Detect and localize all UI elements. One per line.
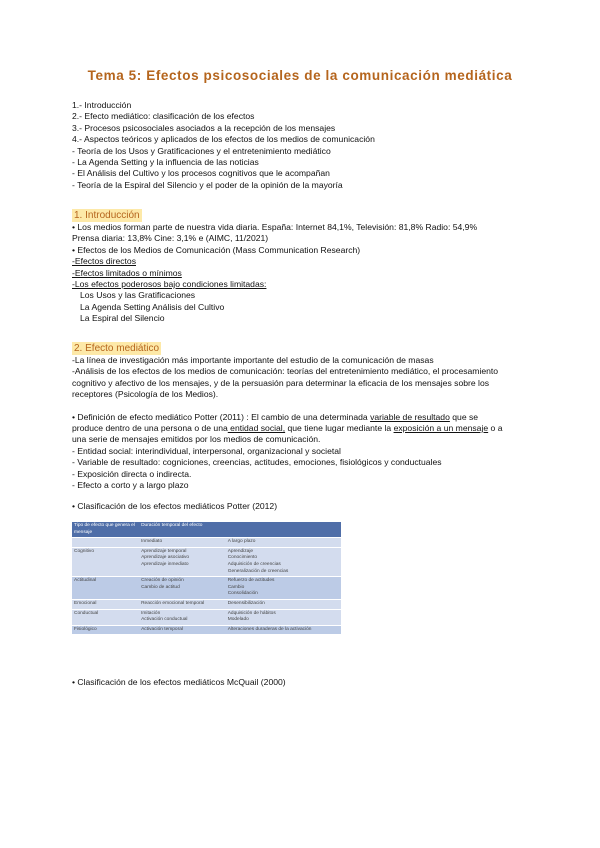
definition-line <box>72 423 503 434</box>
paragraph: • Efectos de los Medios de Comunicación (Mass Communication Research) <box>72 244 361 255</box>
definition-text: que tiene lugar mediante la <box>285 423 394 434</box>
table-cell: Alteraciones duraderas de la activación <box>226 625 341 635</box>
definition-bullet: - Exposición directa o indirecta. <box>72 468 192 479</box>
toc-item: - El Análisis del Cultivo y los procesos cognitivos que le acompañan <box>72 168 330 179</box>
toc-item: - La Agenda Setting y la influencia de las noticias <box>72 157 259 168</box>
effect-item: -Efectos limitados o mínimos <box>72 267 182 278</box>
paragraph: receptores (Psicología de los Medios). <box>72 389 219 400</box>
section-heading: 1. Introducción <box>74 210 140 221</box>
section-introduccion <box>72 209 477 325</box>
paragraph: -Análisis de los efectos de los medios de comunicación: teorías del entretenimiento mediático, el procesamiento <box>72 366 499 377</box>
table-cell: Imitación Activación conductual <box>139 609 226 625</box>
table-header-cell: Duración temporal del efecto <box>139 522 226 538</box>
effect-item: -Los efectos poderosos bajo condiciones limitadas: <box>72 279 267 290</box>
table-header-cell <box>226 522 341 538</box>
theory-item: La Espiral del Silencio <box>80 313 165 324</box>
definition-bullet: - Efecto a corto y a largo plazo <box>72 480 189 491</box>
table-cell: Fisiológico <box>72 625 139 635</box>
table-cell <box>72 538 139 548</box>
toc-item: - Teoría de la Espiral del Silencio y el poder de la opinión de la mayoría <box>72 179 343 190</box>
definition-text: • Definición de efecto mediático Potter (2011) : El cambio de una determinada <box>72 411 371 422</box>
table-cell: Adquisición de hábitos Modelado <box>226 609 341 625</box>
table-cell: Activación temporal <box>139 625 226 635</box>
potter-classification-table <box>72 522 341 635</box>
toc-item: 4.- Aspectos teóricos y aplicados de los efectos de los medios de comunicación <box>72 134 375 145</box>
table-row <box>72 599 341 609</box>
table-of-contents <box>72 100 375 191</box>
toc-item: - Teoría de los Usos y Gratificaciones y el entretenimiento mediático <box>72 145 331 156</box>
mcquail-caption: • Clasificación de los efectos mediáticos McQuail (2000) <box>72 677 286 687</box>
toc-item: 1.- Introducción <box>72 100 132 110</box>
definition-underline: variable de resultado <box>370 411 450 422</box>
paragraph: Prensa diaria: 13,8% Cine: 3,1% e (AIMC, 11/2021) <box>72 233 269 244</box>
theory-item: Los Usos y las Gratificaciones <box>80 290 196 301</box>
table-row <box>72 577 341 600</box>
effect-item: -Efectos directos <box>72 256 136 267</box>
paragraph: • Los medios forman parte de nuestra vida diaria. España: Internet 84,1%, Televisión: 81,8% Radio: 54,9% <box>72 222 478 232</box>
toc-item: 2.- Efecto mediático: clasificación de los efectos <box>72 111 255 122</box>
definition-underline: entidad social, <box>227 423 286 434</box>
table-cell: Creación de opinión Cambio de actitud <box>139 577 226 600</box>
table-cell: Actitudinal <box>72 577 139 600</box>
paragraph: -La línea de investigación más importante importante del estudio de la comunicación de masas <box>72 355 434 365</box>
definition-text: o a <box>488 423 503 434</box>
table-header-row <box>72 522 341 538</box>
table-row <box>72 538 341 548</box>
table-cell: Aprendizaje Conocimiento Adquisición de creencias Generalización de creencias <box>226 547 341 576</box>
potter-caption: • Clasificación de los efectos mediáticos Potter (2012) <box>72 501 278 512</box>
table-row <box>72 609 341 625</box>
document-title: Tema 5: Efectos psicosociales de la comunicación mediática <box>87 68 513 83</box>
table-cell: Reacción emocional temporal <box>139 599 226 609</box>
table-cell: Cognitivo <box>72 547 139 576</box>
table-cell: Inmediato <box>139 538 226 548</box>
toc-item: 3.- Procesos psicosociales asociados a la recepción de los mensajes <box>72 122 336 133</box>
definition-line: una serie de mensajes emitidos por los medios de comunicación. <box>72 434 321 445</box>
definition-text: que se <box>449 411 479 422</box>
paragraph: cognitivo y afectivo de los mensajes, y de la persuasión para determinar la eficacia de los mensajes sobre los <box>72 377 490 388</box>
table-cell: Refuerzo de actitudes Cambio Consolidación <box>226 577 341 600</box>
table-cell: Emocional <box>72 599 139 609</box>
section-heading: 2. Efecto mediático <box>74 343 160 354</box>
section-efecto-mediatico <box>72 342 503 513</box>
definition-underline: exposición a un mensaje <box>393 423 489 434</box>
table-cell: Aprendizaje temporal Aprendizaje asociativo Aprendizaje inmediato <box>139 547 226 576</box>
definition-line <box>72 412 503 423</box>
theory-item: La Agenda Setting Análisis del Cultivo <box>80 301 225 312</box>
definition-bullet: - Variable de resultado: cogniciones, creencias, actitudes, emociones, fisiológicos y conductuales <box>72 457 442 468</box>
table-row <box>72 547 341 576</box>
definition-bullet: - Entidad social: interindividual, interpersonal, organizacional y societal <box>72 445 341 456</box>
mcquail-section <box>72 677 286 688</box>
table-row <box>72 625 341 635</box>
definition-text: produce dentro de una persona o de una <box>72 423 228 434</box>
table-cell: Desensibilización <box>226 599 341 609</box>
table-cell: Conductual <box>72 609 139 625</box>
table-cell: A largo plazo <box>226 538 341 548</box>
table-header-cell: Tipo de efecto que genera el mensaje <box>72 522 139 538</box>
